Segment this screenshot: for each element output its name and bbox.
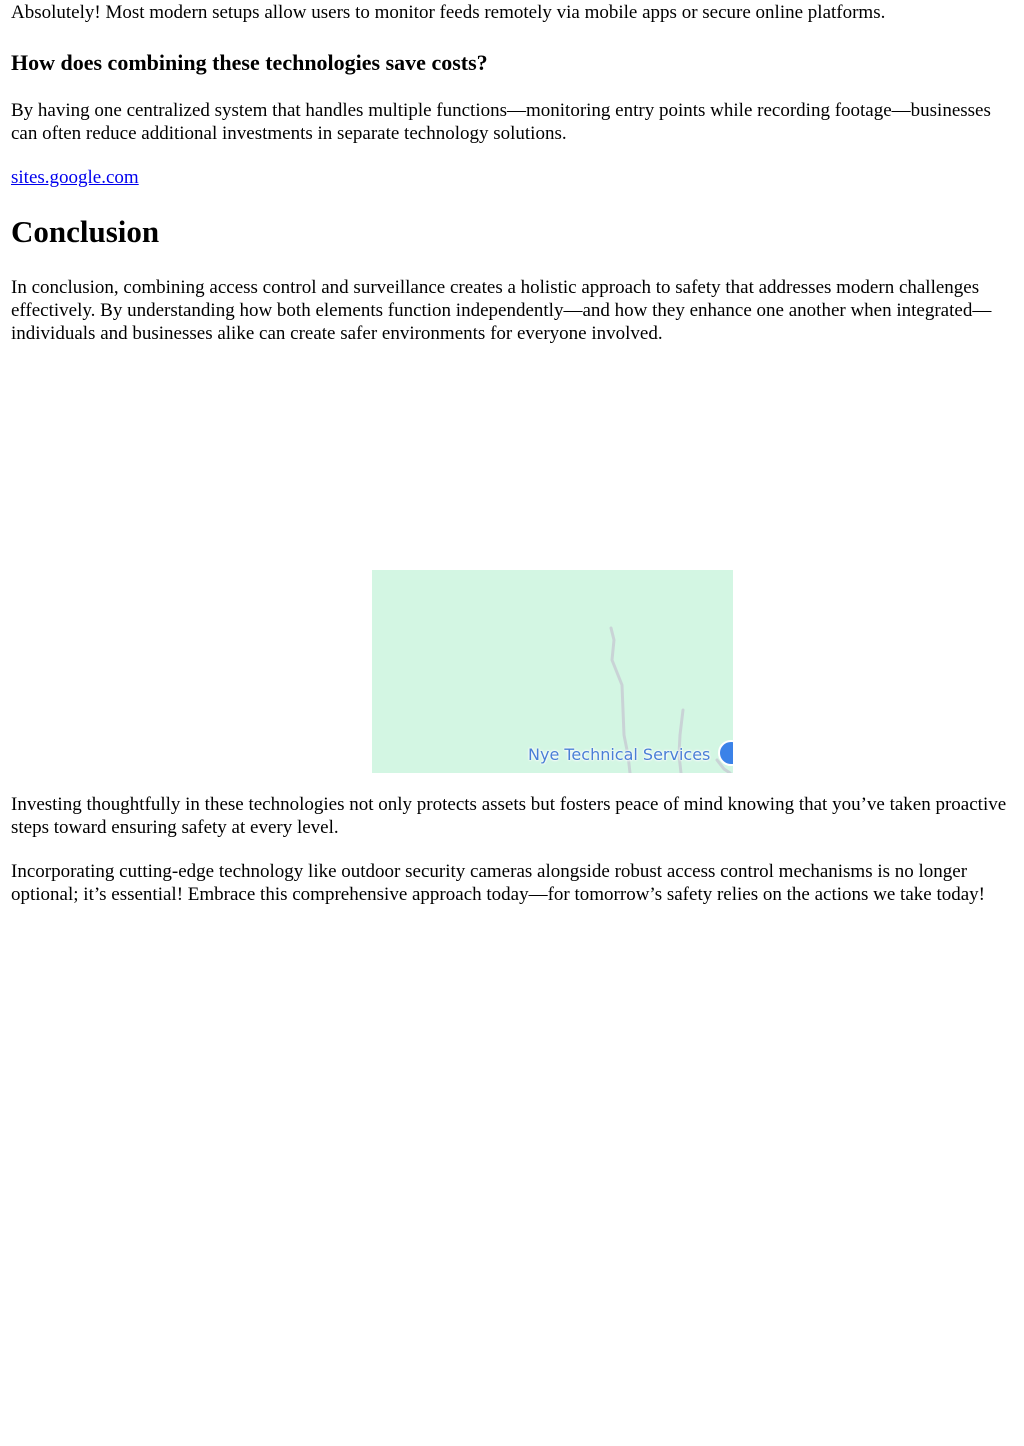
map-roads xyxy=(372,570,733,773)
faq-question-cost-savings: How does combining these technologies save costs? xyxy=(11,50,488,75)
investing-paragraph: Investing thoughtfully in these technologies not only protects assets but fosters peace of mind knowing that you’ve taken proactive steps toward ensuring safety at every level. xyxy=(11,794,1007,838)
conclusion-heading: Conclusion xyxy=(11,214,160,249)
conclusion-paragraph: In conclusion, combining access control and surveillance creates a holistic approach to safety that addresses modern challenges effectively. By understanding how both elements function independently—and how they enhance one another when integrated—individuals and businesses alike can create safer environments for everyone involved. xyxy=(11,277,992,344)
faq-answer-cost-savings: By having one centralized system that handles multiple functions—monitoring entry points while recording footage—businesses can often reduce additional investments in separate technology solutions. xyxy=(11,100,991,144)
map-place-label[interactable]: Nye Technical Services xyxy=(528,745,711,764)
incorporating-paragraph: Incorporating cutting-edge technology like outdoor security cameras alongside robust access control mechanisms is no longer optional; it’s essential! Embrace this comprehensive approach today—for tomorrow’s safety relies on the actions we take today! xyxy=(11,861,985,905)
embedded-map[interactable] xyxy=(372,570,733,773)
faq-answer-remote-monitoring: Absolutely! Most modern setups allow users to monitor feeds remotely via mobile apps or secure online platforms. xyxy=(11,2,886,23)
source-link[interactable]: sites.google.com xyxy=(11,167,139,188)
